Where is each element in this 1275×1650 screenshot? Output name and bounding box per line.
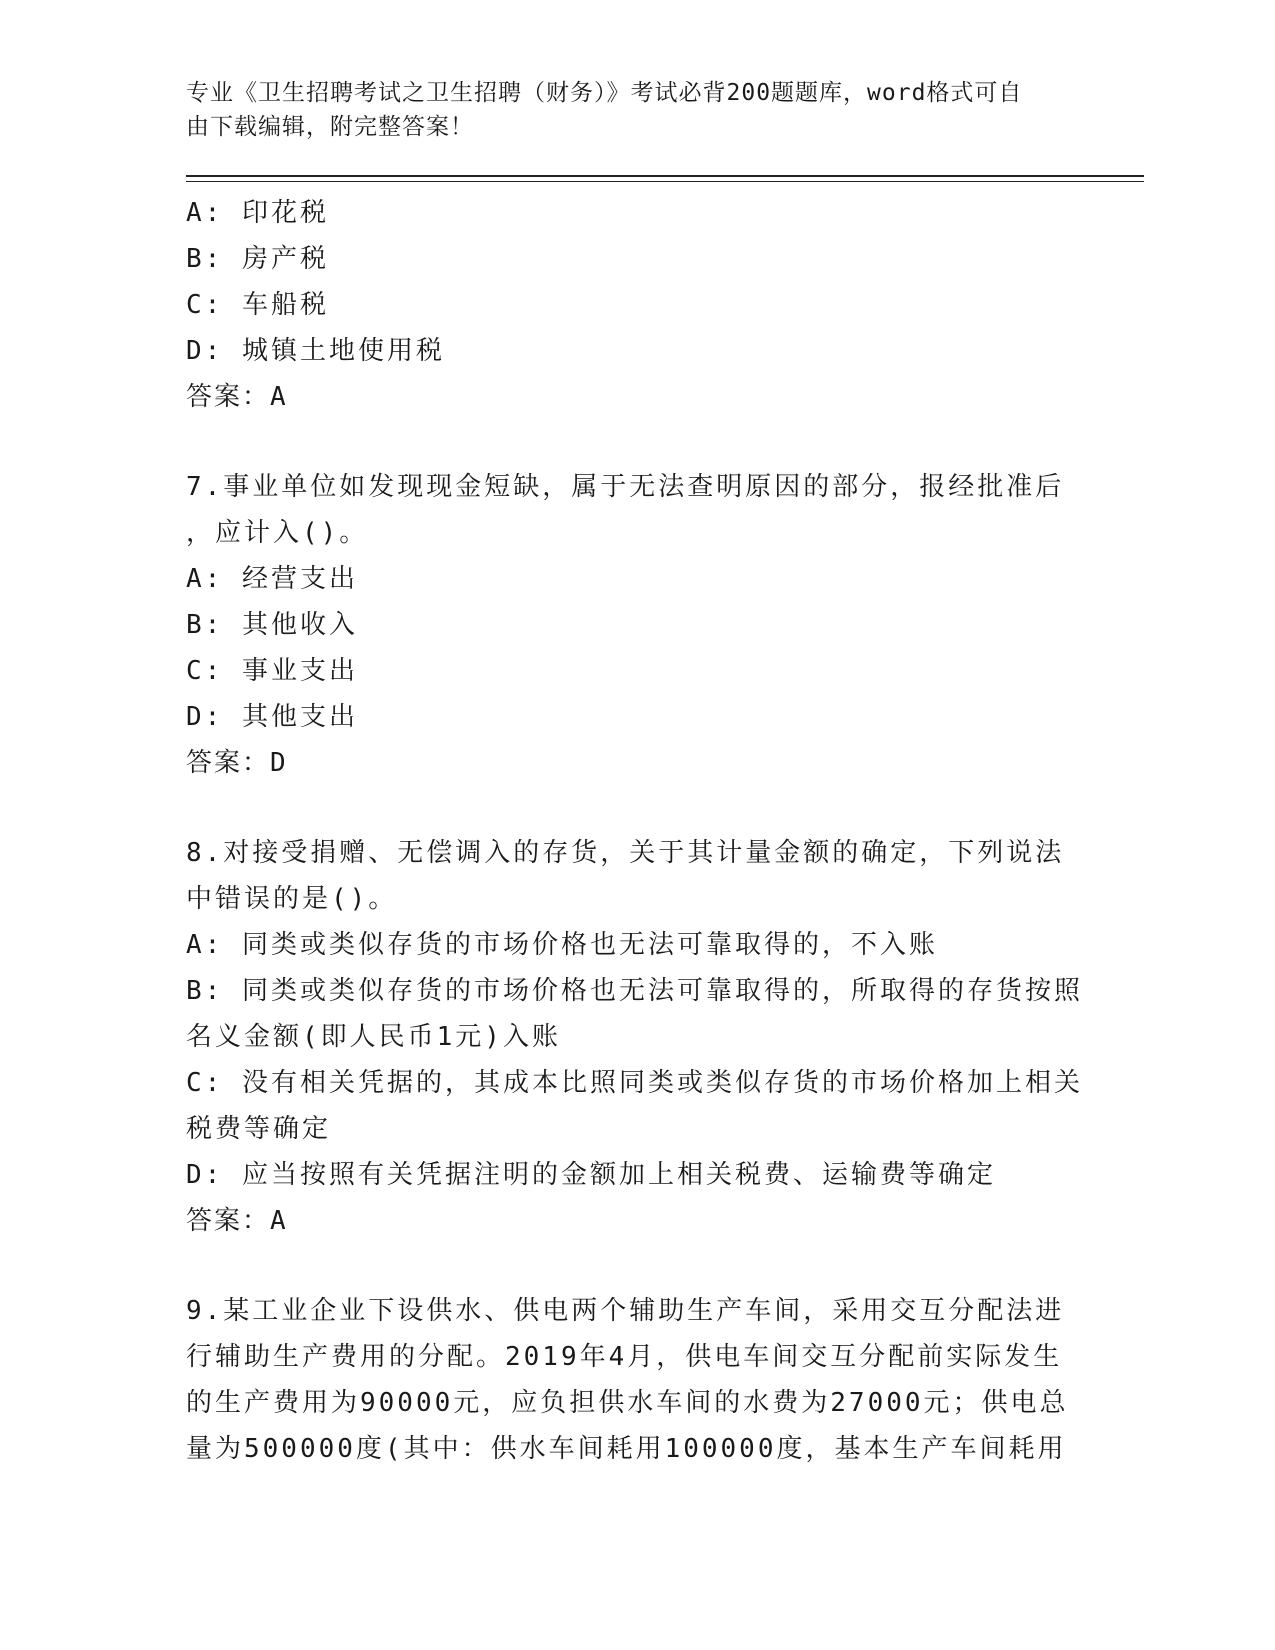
header-line-2: 由下载编辑，附完整答案！ [186,114,474,140]
question-stem: 7.事业单位如发现现金短缺，属于无法查明原因的部分，报经批准后 [186,472,1065,502]
header-divider-thin [186,181,1144,182]
question-stem-cont: ，应计入()。 [186,518,369,548]
option-b: B: 同类或类似存货的市场价格也无法可靠取得的，所取得的存货按照 [186,976,1083,1006]
option-d: D: 应当按照有关凭据注明的金额加上相关税费、运输费等确定 [186,1160,996,1190]
question-stem-cont: 的生产费用为90000元，应负担供水车间的水费为27000元；供电总 [186,1388,1069,1418]
question-stem-cont: 量为500000度(其中：供水车间耗用100000度，基本生产车间耗用 [186,1434,1067,1464]
answer: 答案：A [186,382,288,412]
question-7 [186,464,1086,786]
option-c-cont: 税费等确定 [186,1114,332,1144]
option-a: A: 经营支出 [186,564,358,594]
option-b: B: 房产税 [186,244,329,274]
answer: 答案：A [186,1206,288,1236]
option-b-cont: 名义金额(即人民币1元)入账 [186,1022,561,1052]
question-stem: 9.某工业企业下设供水、供电两个辅助生产车间，采用交互分配法进 [186,1296,1065,1326]
option-b: B: 其他收入 [186,610,358,640]
question-content [186,190,1086,1472]
header-divider-thick [186,175,1144,177]
question-9 [186,1288,1086,1472]
option-c: C: 车船税 [186,290,329,320]
option-c: C: 没有相关凭据的，其成本比照同类或类似存货的市场价格加上相关 [186,1068,1083,1098]
document-header [186,76,1066,144]
answer: 答案：D [186,748,288,778]
header-line-1: 专业《卫生招聘考试之卫生招聘（财务）》考试必背200题题库，word格式可自 [186,80,1023,106]
option-d: D: 其他支出 [186,702,358,732]
option-d: D: 城镇土地使用税 [186,336,445,366]
question-stem-cont: 中错误的是()。 [186,884,398,914]
option-a: A: 同类或类似存货的市场价格也无法可靠取得的，不入账 [186,930,938,960]
option-c: C: 事业支出 [186,656,358,686]
question-6 [186,190,1086,420]
option-a: A: 印花税 [186,198,329,228]
question-stem: 8.对接受捐赠、无偿调入的存货，关于其计量金额的确定，下列说法 [186,838,1065,868]
question-8 [186,830,1086,1244]
question-stem-cont: 行辅助生产费用的分配。2019年4月，供电车间交互分配前实际发生 [186,1342,1063,1372]
